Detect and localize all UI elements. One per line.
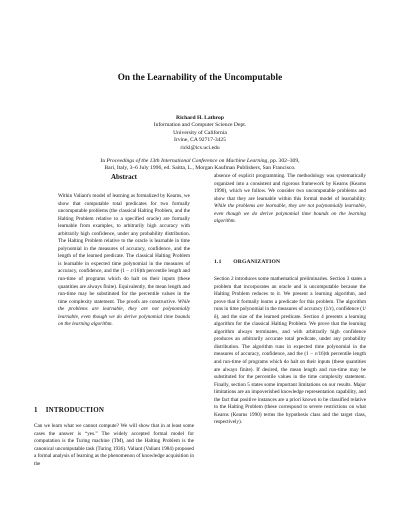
right-top-text: absence of explicit programming. The methodology was systematically organized into a consistent and rigorous framework by Kearns (Kearns 1990), which we follow. We consider two uncomputable problems and show that they are learnable within this formal model of learnability. xyxy=(214,173,366,202)
organization-body xyxy=(214,276,366,427)
proceedings-line-2: Bari, Italy, 3–6 July 1996, ed. Saitta, L., Morgan Kaufman Publishers, San Francisco. xyxy=(104,165,296,172)
abstract-italic-text: While the problems are learnable, they are not polynomially learnable, even though we do derive polynomial time bounds on the learning algorithm. xyxy=(58,298,190,328)
right-top-italic-text: While the problems are learnable, they are not polynomially learnable, even though we do derive polynomial time bounds on the learning algorithm. xyxy=(214,203,366,225)
proceedings-venue: Proceedings of the 13th International Conference on Machine Learning xyxy=(106,158,268,164)
author-email: rickl@ics.uci.edu xyxy=(180,144,220,151)
organization-text: Section 2 introduces some mathematical preliminaries. Section 3 states a problem that incorporates an oracle and is uncomputable because the Halting Problem reduces to it. We present a learning algorithm, and prove that it formally learns a predicate for this problem. The algorithm runs in time polynomial in the measures of accuracy (1/ε), confidence (1/δ), and the size of the learned predicate. Section 4 presents a learning algorithm for the classical Halting Problem. We prove that the learning algorithm always terminates, and with arbitrarily high confidence produces an arbitrarily accurate total predicate, under any probability distribution. The algorithm runs in expected time polynomial in the measures of accuracy, confidence, and the (1 − ε/16)th percentile length and run-time of programs which do halt on their inputs (these quantities are always finite). If desired, the mean length and run-time may be substituted for the percentile values in the time complexity statement. Finally, section 5 states some important limitations on our results. Major limitations are an impoverished knowledge representation capability, and the fact that positive instances are a priori known to be classified relative to the Halting Problem (these correspond to severe restrictions on what Kearns (Kearns 1990) terms the hypothesis class and the target class, respectively). xyxy=(214,276,366,426)
introduction-title: INTRODUCTION xyxy=(45,406,105,414)
paper-title: On the Learnability of the Uncomputable xyxy=(117,72,283,82)
introduction-text: Can we learn what we cannot compute? We will show that in at least some cases the answer is “yes.” The widely accepted formal model for computation is the Turing machine (TM), and the Halting Problem is the canonical uncomputable task (Turing 1936). Valiant (Valiant 1984) proposed a formal analysis of learning as the phenomenon of knowledge acquisition in the xyxy=(34,423,194,467)
introduction-body xyxy=(34,423,194,468)
author-block xyxy=(0,115,400,152)
author-department: Information and Computer Science Dept. xyxy=(153,122,247,129)
right-column-top xyxy=(214,173,366,226)
introduction-heading xyxy=(34,406,194,414)
author-name: Richard H. Lathrop xyxy=(176,115,224,121)
subsection-title: ORGANIZATION xyxy=(233,259,281,265)
proceedings-prefix: In xyxy=(100,158,107,164)
abstract-body xyxy=(58,193,190,329)
author-university: University of California xyxy=(173,129,227,136)
proceedings-pages: , pp. 302–309, xyxy=(267,158,300,164)
abstract-text: Within Valiant's model of learning as formalized by Kearns, we show that computable total predicates for two formally uncomputable problems (the classical Halting Problem, and the Halting Problem relative to a specified oracle) are formally learnable from examples, to arbitrarily high accuracy with arbitrarily high confidence, under any probability distribution. The Halting Problem relative to the oracle is learnable in time polynomial in the measures of accuracy, confidence, and the length of the learned predicate. The classical Halting Problem is learnable in expected time polynomial in the measures of accuracy, confidence, and the (1 − ε/16)th percentile length and run-time of programs which do halt on their inputs (these quantities are always finite). Equivalently, the mean length and run-time may be substituted for the percentile values in the time complexity statement. The proofs are constructive. xyxy=(58,193,190,305)
author-city: Irvine, CA 92717-3425 xyxy=(173,137,227,144)
subsection-heading xyxy=(214,259,366,265)
proceedings-note xyxy=(0,158,400,173)
subsection-number: 1.1 xyxy=(214,259,222,265)
introduction-number: 1 xyxy=(34,406,38,414)
abstract-heading: Abstract xyxy=(110,173,138,181)
